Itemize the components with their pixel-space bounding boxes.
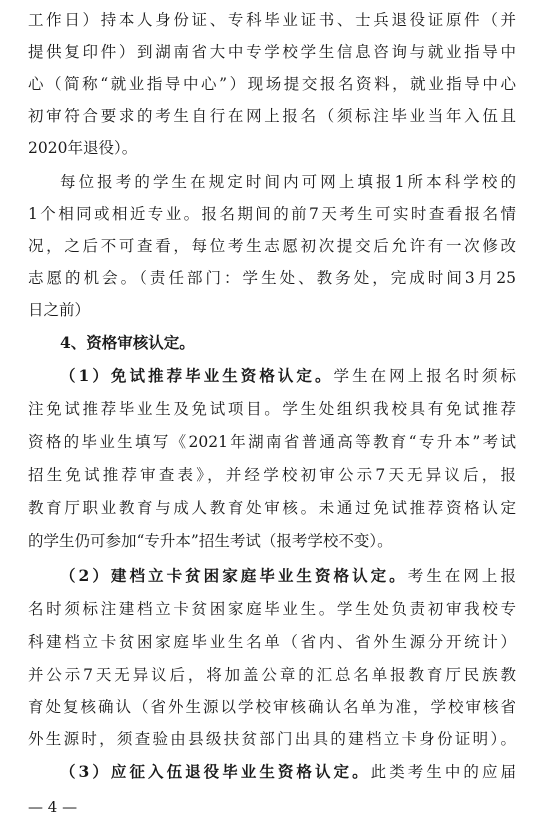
item1-line-4: 招生免试推荐审查表》，并经学校初审公示7天无异议后，报 [28, 466, 516, 484]
para2-line-3: 况，之后不可查看，每位考生志愿初次提交后允许有一次修改 [28, 237, 516, 255]
item2-line-6: 外生源时，须查验由县级扶贫部门出具的建档立卡身份证明）。 [28, 730, 516, 748]
section-heading-4: 4、资格审核认定。 [60, 333, 195, 352]
item1-line-6: 的学生仍可参加“专升本”招生考试（报考学校不变）。 [28, 532, 393, 550]
para1-line-2: 提供复印件）到湖南省大中专学校学生信息咨询与就业指导中 [28, 43, 516, 61]
item2-line-4: 并公示7天无异议后，将加盖公章的汇总名单报教育厅民族教 [28, 666, 516, 684]
item3-title: （3）应征入伍退役毕业生资格认定。 [60, 762, 371, 781]
para2-line-4: 志愿的机会。（责任部门：学生处、教务处，完成时间3月25 [28, 269, 516, 287]
para2-line-2: 1个相同或相近专业。报名期间的前7天考生可实时查看报名情 [28, 205, 516, 223]
item2-line-5: 育处复核确认（省外生源以学校审核确认名单为准，学校审核省 [28, 698, 516, 716]
item1-first-rest: 学生在网上报名时须标 [333, 367, 516, 385]
page-number: — 4 — [28, 798, 78, 816]
item1-line-3: 资格的毕业生填写《2021年湖南省普通高等教育“专升本”考试 [28, 433, 516, 451]
item1-line-1 [60, 361, 516, 391]
item2-line-2: 名时须标注建档立卡贫困家庭毕业生。学生处负责初审我校专 [28, 600, 516, 618]
item2-line-3: 科建档立卡贫困家庭毕业生名单（省内、省外生源分开统计） [28, 633, 516, 651]
item3-first-rest: 此类考生中的应届 [370, 763, 516, 781]
item1-line-5: 教育厅职业教育与成人教育处审核。未通过免试推荐资格认定 [28, 499, 516, 517]
item1-line-2: 注免试推荐毕业生及免试项目。学生处组织我校具有免试推荐 [28, 400, 516, 418]
item2-first-rest: 考生在网上报 [407, 567, 516, 585]
para1-line-4: 初审符合要求的考生自行在网上报名（须标注毕业当年入伍且 [28, 107, 516, 125]
para2-line-1: 每位报考的学生在规定时间内可网上填报1所本科学校的 [60, 173, 516, 191]
item3-line-1 [60, 757, 516, 787]
item1-title: （1）免试推荐毕业生资格认定。 [60, 366, 334, 385]
item2-line-1 [60, 561, 516, 591]
para2-line-5: 日之前） [28, 301, 91, 319]
para1-line-1: 工作日）持本人身份证、专科毕业证书、士兵退役证原件（并 [28, 11, 516, 29]
item2-title: （2）建档立卡贫困家庭毕业生资格认定。 [60, 566, 408, 585]
para1-line-3: 心（简称“就业指导中心”）现场提交报名资料，就业指导中心 [28, 75, 516, 93]
para1-line-5: 2020年退役）。 [28, 139, 138, 157]
